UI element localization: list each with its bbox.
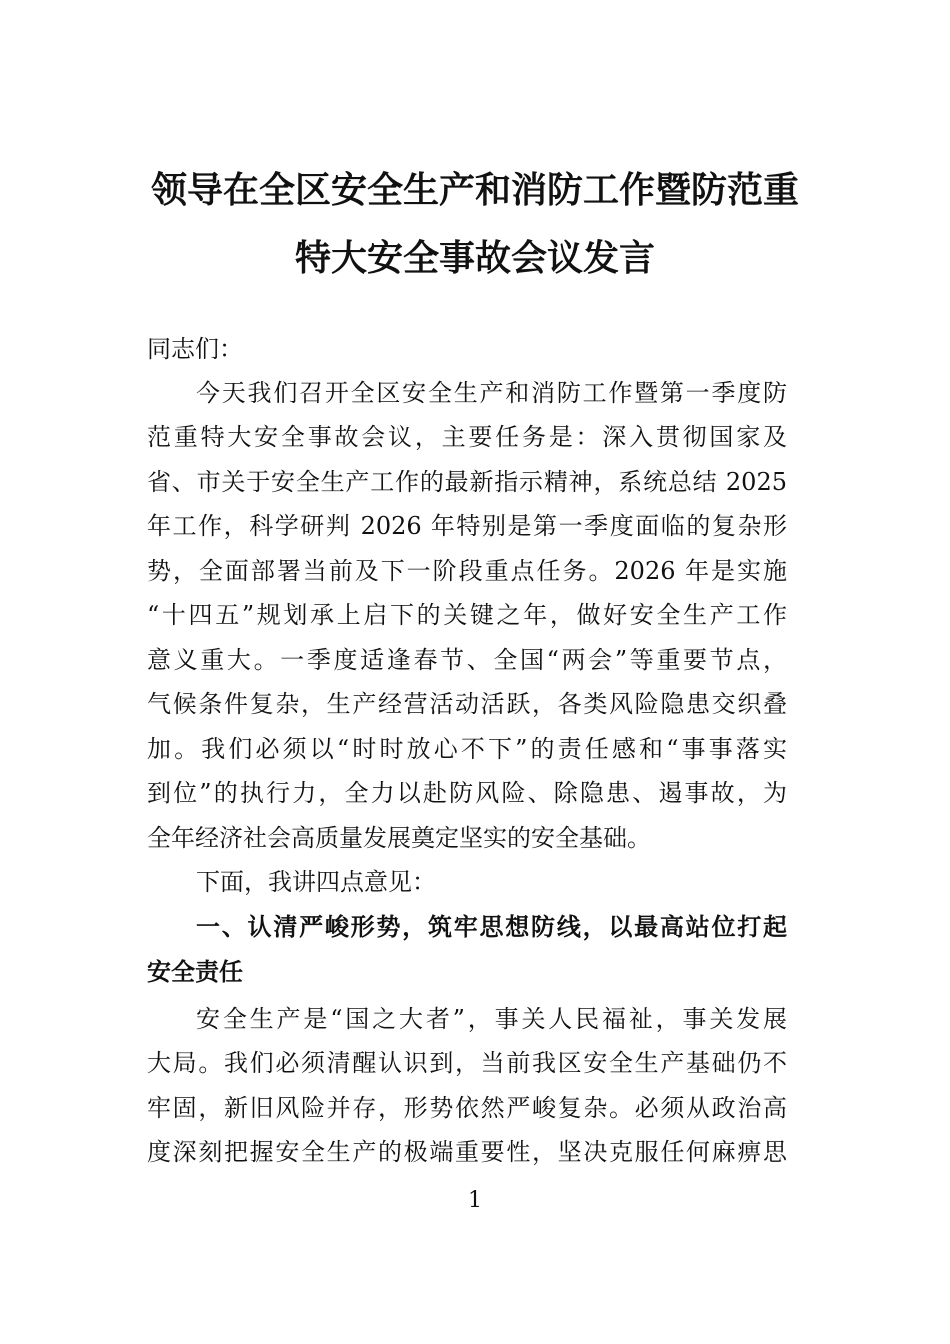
paragraph-line: 省、市关于安全生产工作的最新指示精神，系统总结 2025: [147, 468, 787, 496]
paragraph-line: 全年经济社会高质量发展奠定坚实的安全基础。: [147, 824, 651, 852]
paragraph-line: 范重特大安全事故会议，主要任务是：深入贯彻国家及: [147, 423, 787, 451]
paragraph-line: 牢固，新旧风险并存，形势依然严峻复杂。必须从政治高: [147, 1094, 787, 1122]
paragraph-line: 下面，我讲四点意见：: [196, 868, 436, 896]
paragraph-line: “十四五”规划承上启下的关键之年，做好安全生产工作: [147, 601, 787, 629]
paragraph-line: 势，全面部署当前及下一阶段重点任务。2026 年是实施: [147, 557, 787, 585]
section-heading-1-cont: 安全责任: [147, 958, 243, 986]
paragraph-line: 安全生产是“国之大者”，事关人民福祉，事关发展: [196, 1005, 787, 1033]
paragraph-line: 年工作，科学研判 2026 年特别是第一季度面临的复杂形: [147, 512, 787, 540]
paragraph-line: 加。我们必须以“时时放心不下”的责任感和“事事落实: [147, 735, 787, 763]
page-number: 1: [468, 1188, 482, 1213]
document-title-line-1: 领导在全区安全生产和消防工作暨防范重: [150, 170, 799, 211]
paragraph-line: 意义重大。一季度适逢春节、全国“两会”等重要节点，: [147, 646, 787, 674]
paragraph-line: 大局。我们必须清醒认识到，当前我区安全生产基础仍不: [147, 1049, 787, 1077]
paragraph-line: 到位”的执行力，全力以赴防风险、除隐患、遏事故，为: [147, 779, 787, 807]
paragraph-line: 气候条件复杂，生产经营活动活跃，各类风险隐患交织叠: [147, 690, 787, 718]
paragraph-line: 今天我们召开全区安全生产和消防工作暨第一季度防: [196, 379, 787, 407]
paragraph-line: 度深刻把握安全生产的极端重要性，坚决克服任何麻痹思: [147, 1138, 787, 1166]
salutation: 同志们：: [147, 335, 243, 363]
section-heading-1: 一、认清严峻形势，筑牢思想防线，以最高站位打起: [196, 913, 787, 941]
document-title-line-2: 特大安全事故会议发言: [294, 238, 655, 279]
